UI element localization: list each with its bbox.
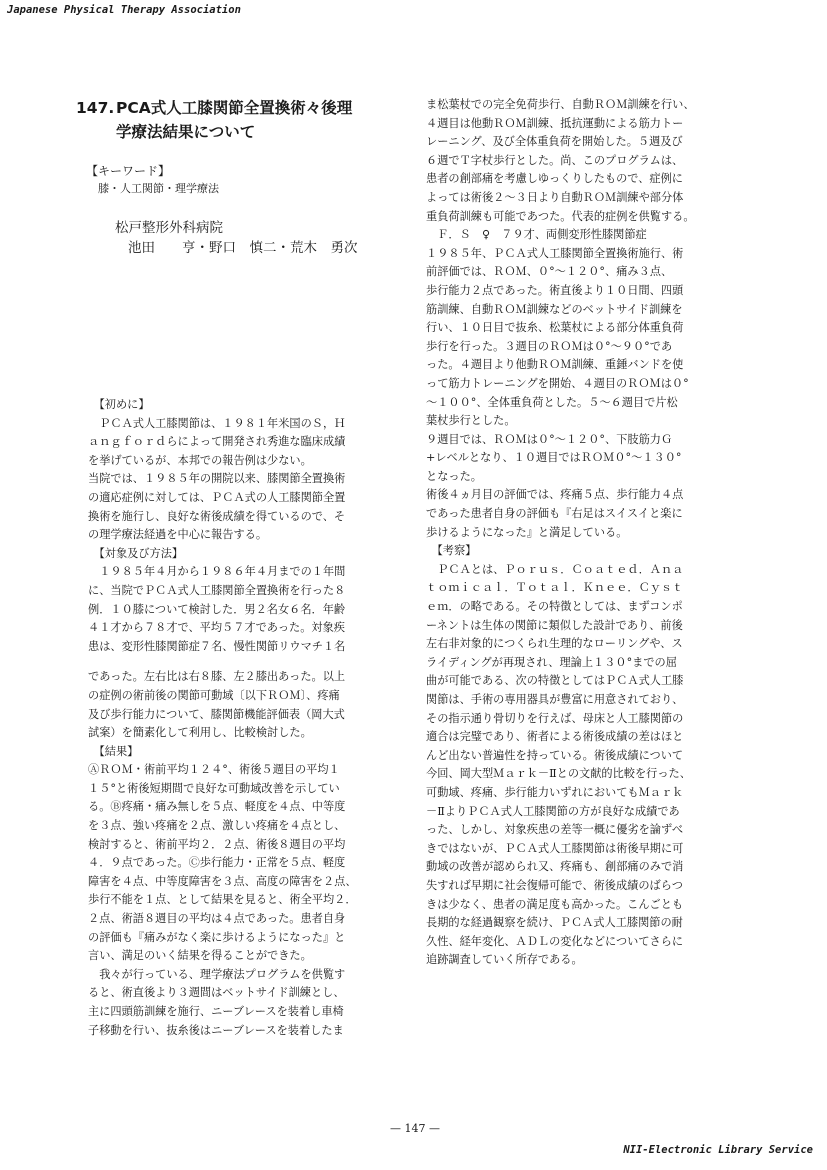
- title-line-1: PCA式人工膝関節全置換術々後理: [116, 99, 353, 117]
- text-line: ６週でＴ字杖歩行とした。尚、このプログラムは、: [426, 153, 684, 167]
- text-line: ＰＣＡ式人工膝関節は、１９８１年米国のＳ，Ｈ: [88, 416, 346, 430]
- text-line: の評価も『痛みがなく楽に歩けるようになった』と: [88, 930, 346, 944]
- text-line: よっては術後２～３日より自動ＲＯＭ訓練や部分体: [426, 190, 684, 204]
- text-line: となった。: [426, 469, 482, 483]
- text-line: の適応症例に対しては、ＰＣＡ式の人工膝関節全置: [88, 490, 346, 504]
- text-line: 【初めに】: [88, 398, 150, 411]
- title-line-2: 学療法結果について: [116, 123, 256, 141]
- text-line: レーニング、及び全体重負荷を開始した。５週及び: [426, 135, 683, 149]
- keywords-heading: 【キーワード】: [86, 164, 171, 178]
- text-line: 関節は、手術の専用器具が豊富に用意されており、: [426, 693, 684, 706]
- text-line: ＰＣＡとは、Ｐｏｒｕｓ．Ｃｏａｔｅｄ．Ａｎａ: [426, 562, 684, 576]
- text-line: 子移動を行い、抜糸後はニーブレースを装着したま: [88, 1023, 344, 1037]
- text-line: んど出ない普遍性を持っている。術後成績について: [426, 748, 684, 762]
- text-line: に、当院でＰＣＡ式人工膝関節全置換術を行った８: [88, 583, 346, 597]
- text-line: Ｆ．Ｓ ♀ ７９才、両側変形性膝関節症: [426, 228, 647, 242]
- article-title: [76, 96, 406, 144]
- text-line: ⒶＲＯＭ・術前平均１２４°、術後５週目の平均１: [88, 763, 340, 777]
- text-line: 曲が可能である、次の特徴としてはＰＣＡ式人工膝: [426, 674, 684, 688]
- right-column: [426, 96, 742, 970]
- text-line: の症例の術前後の関節可動域〔以下ＲＯＭ〕、疼痛: [88, 688, 340, 702]
- text-line: る。Ⓑ疼痛・痛み無しを５点、軽度を４点、中等度: [88, 800, 346, 814]
- text-line: ｔｏｍｉｃａｌ．Ｔｏｔａｌ．Ｋｎｅｅ．Ｃｙｓｔ: [426, 581, 684, 595]
- institution: 松戸整形外科病院: [115, 220, 223, 236]
- text-line: ａｎｇｆｏｒｄらによって開発され秀進な臨床成績: [88, 435, 346, 449]
- text-line: 我々が行っている、理学療法プログラムを供覧す: [88, 967, 346, 981]
- left-column: [88, 396, 400, 1040]
- text-line: 久性、経年変化、ＡＤＬの変化などについてさらに: [426, 934, 684, 948]
- text-line: ｅｍ．の略である。その特徴としては、まずコンポ: [426, 600, 683, 614]
- text-line: ライディングが再現され、理論上１３０°までの屈: [426, 655, 677, 669]
- text-line: ９週目では、ＲＯＭは０°～１２０°、下肢筋力Ｇ: [426, 432, 673, 446]
- text-line: であった患者自身の評価も『右足はスイスイと楽に: [426, 507, 683, 521]
- text-line: った。４週目より他動ＲＯＭ訓練、重錘バンドを使: [426, 358, 684, 372]
- text-line: 今回、岡大型Ｍａｒｋ－Ⅱとの文献的比較を行った、: [426, 767, 691, 781]
- text-line: １９８５年、ＰＣＡ式人工膝関節全置換術施行、術: [426, 246, 684, 260]
- text-line: 言い、満足のいく結果を得ることができた。: [88, 949, 312, 963]
- text-line: 歩行不能を１点、として結果を見ると、術全平均２．: [88, 893, 357, 907]
- text-line: 長期的な経過観察を続け、ＰＣＡ式人工膝関節の耐: [426, 916, 683, 930]
- text-line: 歩行を行った。３週目のＲＯＭは０°～９０°であ: [426, 339, 673, 353]
- text-line: 行い、１０日目で抜糸、松葉杖による部分体重負荷: [426, 321, 684, 335]
- text-line: 主に四頭筋訓練を施行、ニーブレースを装着し車椅: [88, 1005, 344, 1018]
- text-line: 【対象及び方法】: [88, 546, 184, 560]
- text-line: の理学療法経過を中心に報告する。: [88, 528, 268, 542]
- text-line: 可動域、疼痛、歩行能力いずれにおいてもＭａｒｋ: [426, 785, 684, 799]
- text-line: 筋訓練、自動ＲＯＭ訓練などのベットサイド訓練を: [426, 302, 683, 316]
- text-line: 【結果】: [88, 744, 139, 758]
- text-line: を３点、強い疼痛を２点、激しい疼痛を４点とし、: [88, 819, 346, 833]
- text-line: ４週目は他動ＲＯＭ訓練、抵抗運動による筋力トー: [426, 116, 684, 130]
- text-line: ま松葉杖での完全免荷歩行、自動ＲＯＭ訓練を行い、: [426, 98, 695, 111]
- text-line: 検討すると、術前平均２．２点、術後８週目の平均: [88, 837, 346, 851]
- text-line: 例．１０膝について検討した．男２名女６名．年齢: [88, 602, 346, 616]
- text-line: 及び歩行能力について、膝関節機能評価表（岡大式: [88, 707, 345, 721]
- text-line: 歩行能力２点であった。術直後より１０日間、四頭: [426, 283, 684, 297]
- text-line: を挙げているが、本邦での報告例は少ない。: [88, 453, 312, 467]
- text-line: 前評価では、ＲＯＭ、０°～１２０°、痛み３点、: [426, 265, 673, 279]
- text-line: ４１才から７８才で、平均５７才であった。対象疾: [88, 621, 345, 635]
- text-line: 左右非対象的につくられ生理的なローリングや、ス: [426, 637, 683, 651]
- text-line: 当院では、１９８５年の開院以来、膝関節全置換術: [88, 472, 346, 486]
- text-line: 換術を施行し、良好な術後成績を得ているので、そ: [88, 509, 346, 523]
- text-line: であった。左右比は右８膝、左２膝出あった。以上: [88, 670, 346, 684]
- text-line: その指示通り骨切りを行えば、母床と人工膝関節の: [426, 711, 684, 725]
- article-number: 147.: [76, 99, 115, 117]
- text-line: ４．９点であった。Ⓒ歩行能力・正常を５点、軽度: [88, 856, 346, 870]
- text-line: １９８５年４月から１９８６年４月までの１年間: [88, 565, 346, 579]
- text-line: 障害を４点、中等度障害を３点、高度の障害を２点、: [88, 874, 357, 888]
- text-line: 適合は完璧であり、術者による術後成績の差はほと: [426, 730, 684, 744]
- text-line: って筋力トレーニングを開始、４週目のＲＯＭは０°: [426, 376, 689, 390]
- text-line: 重負荷訓練も可能であつた。代表的症例を供覧する。: [426, 209, 695, 223]
- text-line: きではないが、ＰＣＡ式人工膝関節は術後早期に可: [426, 841, 684, 855]
- text-line: [88, 656, 400, 668]
- text-line: 患は、変形性膝関節症７名、慢性関節リウマチ１名: [88, 639, 346, 653]
- text-line: 追跡調査していく所存である。: [426, 953, 583, 967]
- text-line: きは少なく、患者の満足度も高かった。こんごとも: [426, 897, 684, 911]
- text-line: った、しかし、対象疾患の差等一概に優劣を論ずべ: [426, 823, 684, 837]
- text-line: 失すれば早期に社会復帰可能で、術後成績のばらつ: [426, 878, 683, 892]
- text-line: 葉杖歩行とした。: [426, 414, 516, 428]
- text-line: ～１００°、全体重負荷とした。５～６週目で片松: [426, 395, 678, 409]
- text-line: ーネントは生体の関節に類似した設計であり、前後: [426, 618, 683, 632]
- text-line: 【考察】: [426, 544, 477, 558]
- text-line: +レベルとなり、１０週目ではＲＯＭ０°～１３０°: [426, 451, 682, 465]
- text-line: ると、術直後より３週間はベットサイド訓練とし、: [88, 986, 345, 1000]
- text-line: －ⅡよりＰＣＡ式人工膝関節の方が良好な成績であ: [426, 804, 680, 818]
- keywords: 膝・人工関節・理学療法: [98, 182, 219, 195]
- page-number: — 147 —: [390, 1122, 440, 1135]
- running-header: Japanese Physical Therapy Association: [7, 4, 241, 16]
- text-line: 患者の創部痛を考慮しゆっくりしたもので、症例に: [426, 172, 683, 186]
- text-line: 歩けるようになった』と満足している。: [426, 525, 628, 539]
- text-line: 動域の改善が認められ又、疼痛も、創部痛のみで消: [426, 860, 684, 874]
- text-line: ２点、術語８週目の平均は４点であった。患者自身: [88, 912, 346, 926]
- authors: 池田 亨・野口 慎二・荒木 勇次: [128, 240, 358, 256]
- running-footer: NII-Electronic Library Service: [623, 1144, 813, 1156]
- text-line: 術後４ヵ月目の評価では、疼痛５点、歩行能力４点: [426, 488, 684, 502]
- text-line: １５°と術後短期間で良好な可動域改善を示してい: [88, 781, 340, 795]
- text-line: 試案）を簡素化して利用し、比較検討した。: [88, 726, 312, 740]
